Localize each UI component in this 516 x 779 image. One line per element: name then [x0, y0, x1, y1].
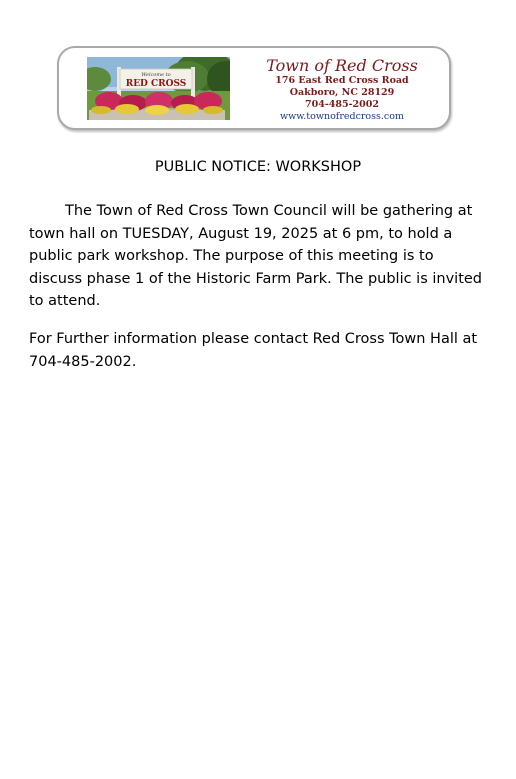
- town-contact-block: [239, 57, 445, 123]
- town-city: Oakboro, NC 28129: [289, 87, 395, 98]
- town-address: 176 East Red Cross Road: [275, 75, 409, 86]
- welcome-sign-illustration: [87, 57, 230, 120]
- letterhead: [57, 46, 451, 130]
- town-phone: 704-485-2002: [305, 99, 379, 110]
- town-website-link[interactable]: www.townofredcross.com: [280, 111, 404, 122]
- sign-top-text: Welcome to: [141, 72, 171, 78]
- sign-main-text: RED CROSS: [125, 79, 187, 89]
- notice-heading: PUBLIC NOTICE: WORKSHOP: [154, 159, 362, 175]
- notice-paragraph-workshop: The Town of Red Cross Town Council will be gathering at town hall on TUESDAY, August 19, 2025 at 6 pm, to hold a public park workshop. The purpose of this meeting is to discuss phase 1 of the Historic Farm Park. The public is invited to attend.: [29, 203, 483, 309]
- welcome-sign-photo: [87, 57, 230, 120]
- notice-paragraph-contact: For Further information please contact Red Cross Town Hall at 704-485-2002.: [29, 331, 478, 370]
- town-name: Town of Red Cross: [266, 56, 418, 75]
